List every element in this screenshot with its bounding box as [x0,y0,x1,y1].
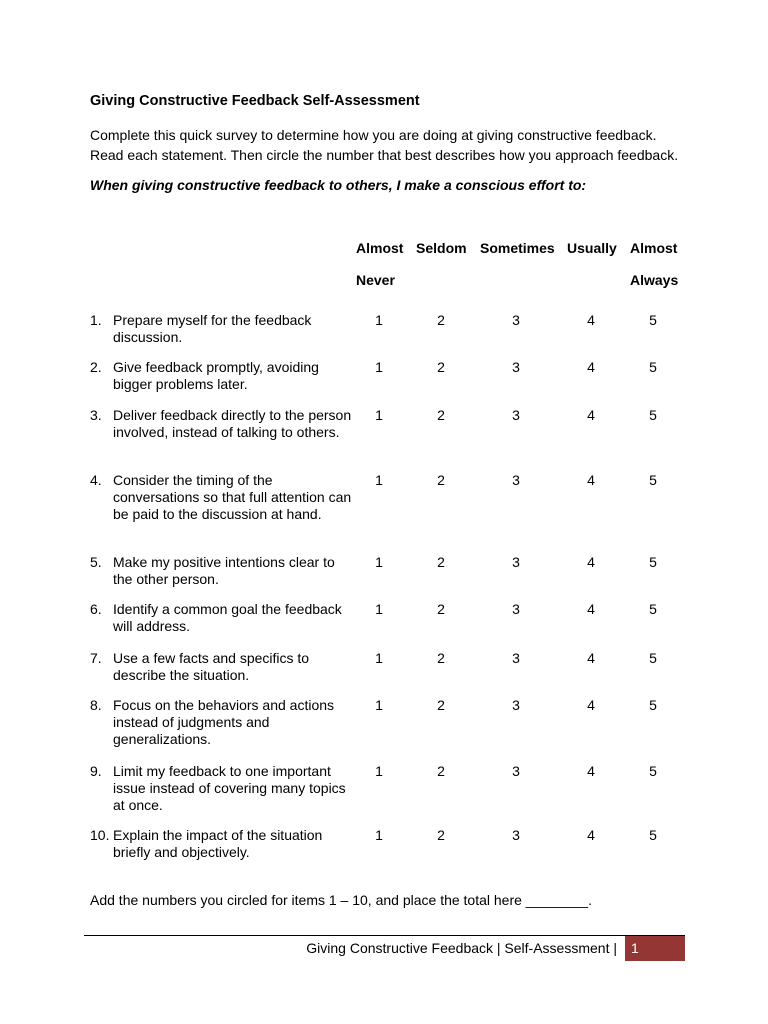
rating-option[interactable]: 4 [587,407,595,423]
document-title: Giving Constructive Feedback Self-Assessment [90,93,420,109]
rating-option[interactable]: 2 [437,763,445,779]
rating-option[interactable]: 2 [437,407,445,423]
item-number: 8. [90,697,102,713]
item-statement: Prepare myself for the feedback discussion. [113,312,312,345]
rating-option[interactable]: 5 [649,697,657,713]
rating-option[interactable]: 5 [649,407,657,423]
rating-option[interactable]: 2 [437,472,445,488]
rating-option[interactable]: 5 [649,359,657,375]
header-usually: Usually [567,240,617,256]
rating-option[interactable]: 1 [375,697,383,713]
rating-option[interactable]: 2 [437,359,445,375]
rating-option[interactable]: 4 [587,601,595,617]
survey-item [90,359,355,393]
rating-option[interactable]: 1 [375,601,383,617]
survey-item [90,312,355,346]
lead-statement: When giving constructive feedback to others, I make a conscious effort to: [90,177,587,193]
survey-item [90,697,355,748]
item-number: 4. [90,472,102,488]
rating-option[interactable]: 2 [437,554,445,570]
rating-option[interactable]: 4 [587,697,595,713]
rating-option[interactable]: 3 [512,650,520,666]
rating-option[interactable]: 4 [587,312,595,328]
header-seldom: Seldom [416,240,467,256]
item-statement: Focus on the behaviors and actions instead of judgments and generalizations. [113,697,335,747]
survey-item [90,763,355,814]
rating-option[interactable]: 2 [437,601,445,617]
item-number: 1. [90,312,102,328]
rating-option[interactable]: 1 [375,359,383,375]
rating-option[interactable]: 1 [375,312,383,328]
rating-option[interactable]: 3 [512,359,520,375]
item-statement: Give feedback promptly, avoiding bigger problems later. [113,359,319,392]
rating-option[interactable]: 5 [649,554,657,570]
page-footer-text: Giving Constructive Feedback | Self-Assessment | [306,940,617,956]
rating-option[interactable]: 3 [512,697,520,713]
item-statement: Limit my feedback to one important issue instead of covering many topics at once. [113,763,346,813]
page-number: 1 [625,936,685,961]
item-statement: Use a few facts and specifics to describe the situation. [113,650,310,683]
rating-option[interactable]: 3 [512,554,520,570]
item-number: 2. [90,359,102,375]
header-almost-always-line1: Almost [630,240,678,256]
rating-option[interactable]: 2 [437,312,445,328]
header-almost-always-line2: Always [630,272,679,288]
item-number: 7. [90,650,102,666]
item-statement: Explain the impact of the situation briefly and objectively. [113,827,323,860]
rating-option[interactable]: 2 [437,650,445,666]
survey-item [90,650,355,684]
rating-option[interactable]: 1 [375,407,383,423]
rating-option[interactable]: 1 [375,472,383,488]
intro-paragraph [90,125,730,165]
total-instruction: Add the numbers you circled for items 1 – 10, and place the total here ________. [90,892,592,908]
item-statement: Identify a common goal the feedback will address. [113,601,342,634]
item-number: 5. [90,554,102,570]
survey-item [90,554,355,588]
intro-line: Read each statement. Then circle the number that best describes how you approach feedback. [90,147,679,163]
rating-option[interactable]: 3 [512,312,520,328]
rating-option[interactable]: 4 [587,827,595,843]
rating-option[interactable]: 3 [512,472,520,488]
survey-item [90,472,355,523]
rating-option[interactable]: 5 [649,472,657,488]
intro-line: Complete this quick survey to determine how you are doing at giving constructive feedback. [90,127,657,143]
rating-option[interactable]: 3 [512,827,520,843]
item-statement: Deliver feedback directly to the person involved, instead of talking to others. [113,407,352,440]
item-number: 10. [90,827,110,843]
header-almost-never-line1: Almost [356,240,404,256]
rating-option[interactable]: 1 [375,763,383,779]
survey-item [90,407,355,441]
item-number: 9. [90,763,102,779]
rating-option[interactable]: 4 [587,763,595,779]
rating-option[interactable]: 5 [649,827,657,843]
item-number: 6. [90,601,102,617]
survey-item [90,601,355,635]
rating-option[interactable]: 4 [587,359,595,375]
header-almost-never-line2: Never [356,272,395,288]
item-statement: Consider the timing of the conversations so that full attention can be paid to the discussion at hand. [113,472,352,522]
rating-option[interactable]: 5 [649,763,657,779]
item-number: 3. [90,407,102,423]
rating-option[interactable]: 1 [375,650,383,666]
rating-option[interactable]: 3 [512,407,520,423]
rating-option[interactable]: 4 [587,554,595,570]
rating-option[interactable]: 3 [512,601,520,617]
survey-item [90,827,355,861]
rating-option[interactable]: 1 [375,827,383,843]
rating-option[interactable]: 5 [649,312,657,328]
rating-option[interactable]: 1 [375,554,383,570]
rating-option[interactable]: 5 [649,650,657,666]
rating-option[interactable]: 2 [437,697,445,713]
header-sometimes: Sometimes [480,240,555,256]
rating-option[interactable]: 4 [587,472,595,488]
rating-option[interactable]: 5 [649,601,657,617]
rating-option[interactable]: 2 [437,827,445,843]
rating-option[interactable]: 4 [587,650,595,666]
rating-option[interactable]: 3 [512,763,520,779]
item-statement: Make my positive intentions clear to the other person. [113,554,335,587]
